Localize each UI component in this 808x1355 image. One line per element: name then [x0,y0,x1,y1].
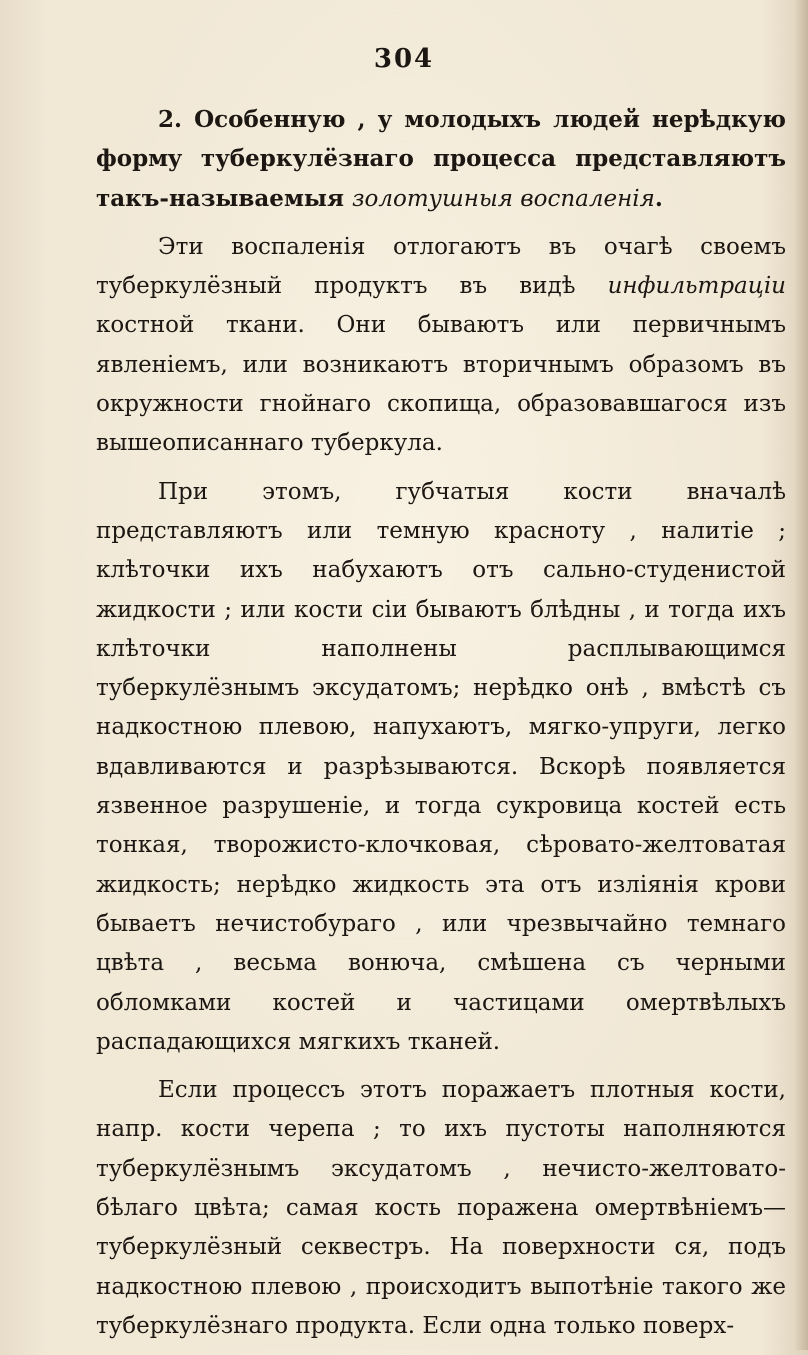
paragraph-1 [96,100,786,219]
page-number: 304 [373,44,435,74]
paragraph-2-tail: костной ткани. Они бываютъ или первичнымъ явленіемъ, или возникаютъ вторичнымъ образомъ въ окружности гнойнаго скопища, образовавшагося изъ вышеописаннаго туберкула. [96,312,786,457]
paragraph-1-lead: 2. Особенную , у молодыхъ людей нерѣдкую формy туберкулёзнаго процесса представляютъ такъ-называемыя [96,106,786,212]
paragraph-2 [96,228,786,464]
paragraph-4: Если процессъ этотъ поражаетъ плотныя кости, напр. кости черепа ; то ихъ пустоты наполняются туберкулёзнымъ эксудатомъ , нечисто-желтовато-бѣлаго цвѣта; самая кость поражена омертвѣніемъ—туберкулёзный секвестръ. На поверхности ся, подъ надкостною плевою , происходитъ выпотѣніе такого же туберкулёзнаго продукта. Если одна только поверх- [96,1077,786,1339]
paragraph-2-lead: Эти воспаленія отлогаютъ въ очагѣ своемъ туберкулёзный продуктъ въ видѣ [96,233,786,300]
paragraph-1-tail: . [654,184,663,212]
paragraph-2-italic-term: инфильтраціи [607,273,786,300]
paragraph-1-italic-term: золотушныя воспаленія [351,185,655,212]
body-text [96,100,786,1355]
page-edge-shadow [794,0,808,1350]
paragraph-3: При этомъ, губчатыя кости вначалѣ представляютъ или темную красноту , налитіе ; клѣточки ихъ набухаютъ отъ сально-студенистой жидкости ; или кости сіи бываютъ блѣдны , и тогда ихъ клѣточки наполнены расплывающимся туберкулёзнымъ эксудатомъ; нерѣдко онѣ , вмѣстѣ съ надкостною плевою, напухаютъ, мягко-упруги, легко вдавливаются и разрѣзываются. Вскорѣ появляется язвенное разрушеніе, и тогда сукровица костей есть тонкая, творожисто-клочковая, сѣровато-желтоватая жидкость; нерѣдко жидкость эта отъ изліянія крови бываетъ нечистобураго , или чрезвычайно темнаго цвѣта , весьма вонюча, смѣшена съ черными обломками костей и частицами омертвѣлыхъ распадающихся мягкихъ тканей. [96,478,786,1055]
